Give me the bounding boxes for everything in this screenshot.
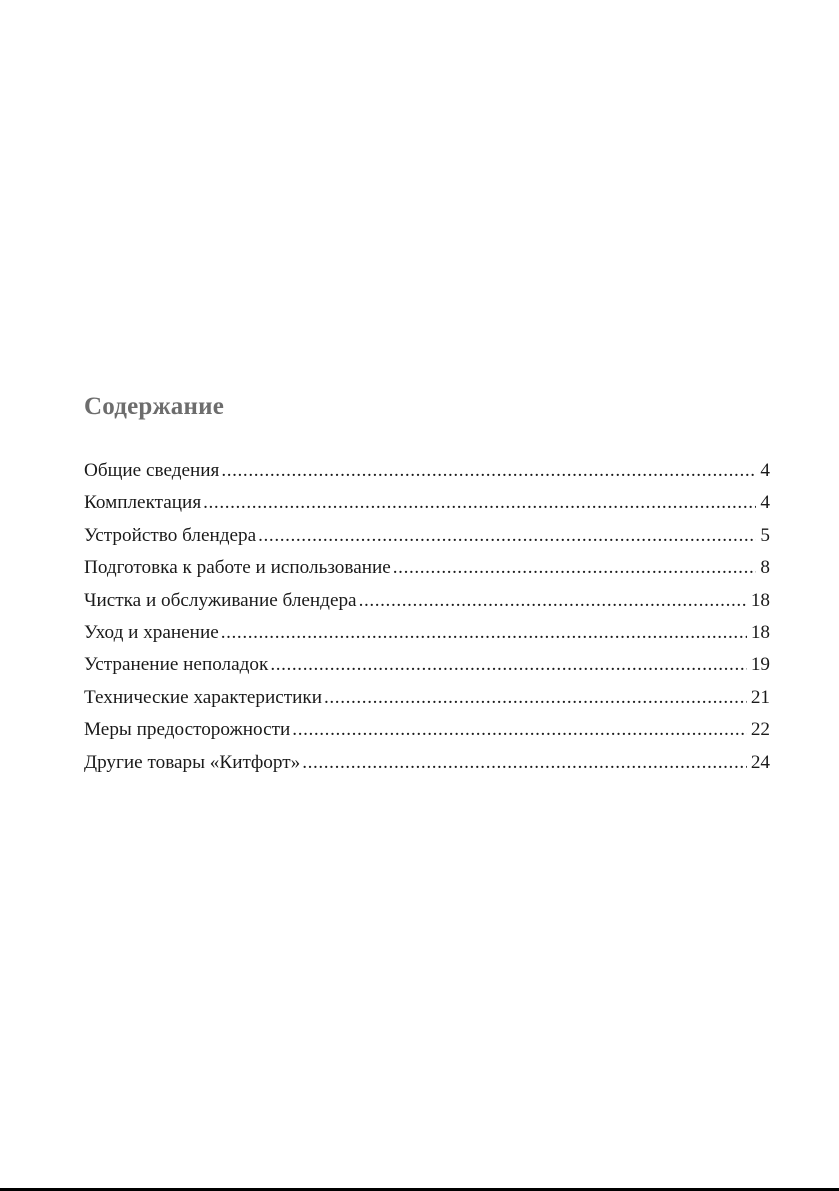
toc-entry-package-contents	[84, 487, 770, 519]
toc-leader-dots	[292, 714, 747, 746]
toc-leader-dots	[302, 747, 747, 779]
toc-leader-dots	[203, 487, 756, 519]
toc-entry-page: 4	[760, 492, 770, 514]
toc-entry-page: 5	[760, 524, 770, 546]
toc-leader-dots	[258, 520, 756, 552]
toc-entry-page: 21	[750, 686, 770, 708]
toc-entry-label: Устранение неполадок	[84, 654, 269, 676]
toc-entry-page: 19	[750, 654, 770, 676]
toc-entry-label: Другие товары «Китфорт»	[84, 751, 301, 773]
toc-title: Содержание	[84, 393, 225, 420]
toc-entry-page: 22	[750, 719, 770, 741]
toc-entry-page: 18	[750, 589, 770, 611]
toc-entry-troubleshooting	[84, 649, 770, 681]
toc-entry-other-products	[84, 747, 770, 779]
toc-leader-dots	[221, 617, 747, 649]
toc-entry-safety-precautions	[84, 714, 770, 746]
toc-entry-label: Технические характеристики	[84, 686, 323, 708]
toc-entry-label: Комплектация	[84, 492, 202, 514]
toc-entry-label: Чистка и обслуживание блендера	[84, 589, 357, 611]
toc-entry-general-info	[84, 455, 770, 487]
toc-entry-care-and-storage	[84, 617, 770, 649]
toc-leader-dots	[324, 682, 747, 714]
toc-entry-cleaning	[84, 585, 770, 617]
table-of-contents	[84, 455, 770, 779]
toc-leader-dots	[270, 649, 746, 681]
toc-entry-page: 8	[760, 557, 770, 579]
toc-entry-page: 24	[750, 751, 770, 773]
toc-entry-blender-design	[84, 520, 770, 552]
toc-entry-label: Уход и хранение	[84, 621, 219, 643]
toc-entry-label: Общие сведения	[84, 460, 220, 481]
toc-entry-specifications	[84, 682, 770, 714]
toc-entry-page: 18	[750, 621, 770, 643]
toc-leader-dots	[359, 585, 747, 617]
toc-leader-dots	[393, 552, 757, 584]
toc-entry-label: Подготовка к работе и использование	[84, 557, 391, 579]
toc-entry-page: 4	[760, 460, 770, 481]
toc-leader-dots	[221, 455, 756, 487]
toc-entry-label: Меры предосторожности	[84, 719, 291, 741]
toc-entry-preparation-and-use	[84, 552, 770, 584]
toc-entry-label: Устройство блендера	[84, 524, 257, 546]
